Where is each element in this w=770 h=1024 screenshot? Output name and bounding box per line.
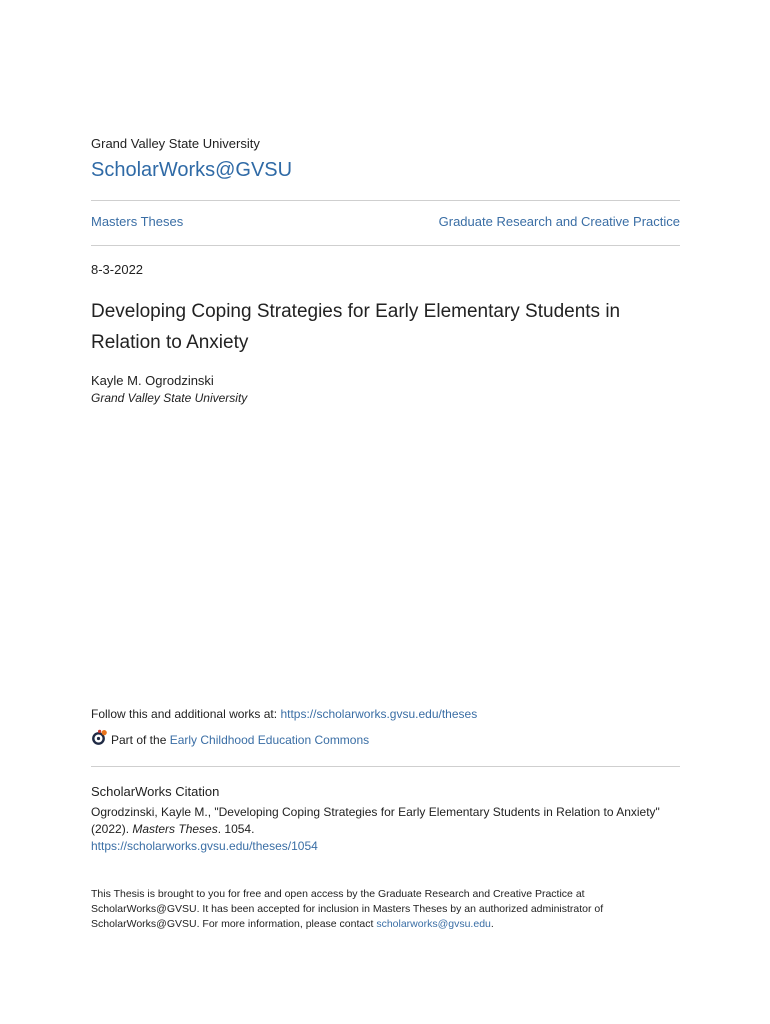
citation-series: Masters Theses bbox=[132, 822, 218, 836]
notice-text: This Thesis is brought to you for free and open access by the Graduate Research and Creative Practice at ScholarWorks@GVSU. It has been accepted for inclusion in Masters Theses by an authorized administrator of ScholarWorks@GVSU. For more information, please contact bbox=[91, 888, 604, 930]
citation-text bbox=[91, 804, 680, 855]
breadcrumb bbox=[91, 214, 680, 229]
repository-link[interactable]: ScholarWorks@GVSU bbox=[91, 159, 293, 181]
document-title: Developing Coping Strategies for Early Elementary Students in Relation to Anxiety bbox=[91, 301, 621, 353]
divider-top bbox=[91, 200, 680, 201]
follow-url-link[interactable]: https://scholarworks.gvsu.edu/theses bbox=[280, 707, 478, 721]
commons-link[interactable]: Early Childhood Education Commons bbox=[169, 732, 370, 747]
breadcrumb-graduate-research[interactable]: Graduate Research and Creative Practice bbox=[438, 214, 680, 229]
cover-page bbox=[91, 0, 680, 1024]
network-icon bbox=[91, 729, 108, 746]
divider-citation bbox=[91, 766, 680, 767]
citation-number: . 1054. bbox=[217, 822, 255, 836]
author-name: Kayle M. Ogrodzinski bbox=[91, 373, 214, 388]
citation-main: Ogrodzinski, Kayle M., "Developing Coping Strategies for Early Elementary Students in Relation to Anxiety" (2022). bbox=[91, 805, 660, 836]
citation-url-link[interactable]: https://scholarworks.gvsu.edu/theses/1054 bbox=[91, 839, 318, 853]
follow-line bbox=[91, 707, 477, 721]
publication-date: 8-3-2022 bbox=[91, 262, 144, 277]
institution-name: Grand Valley State University bbox=[91, 136, 260, 151]
notice-end: . bbox=[490, 918, 494, 930]
breadcrumb-masters-theses[interactable]: Masters Theses bbox=[91, 214, 184, 229]
contact-email-link[interactable]: scholarworks@gvsu.edu bbox=[376, 918, 491, 930]
part-of-line bbox=[91, 731, 369, 748]
divider-breadcrumb bbox=[91, 245, 680, 246]
citation-heading: ScholarWorks Citation bbox=[91, 784, 220, 799]
part-of-label: Part of the bbox=[111, 732, 167, 747]
author-affiliation: Grand Valley State University bbox=[91, 391, 248, 405]
follow-label: Follow this and additional works at: bbox=[91, 707, 278, 721]
access-notice bbox=[91, 887, 680, 932]
